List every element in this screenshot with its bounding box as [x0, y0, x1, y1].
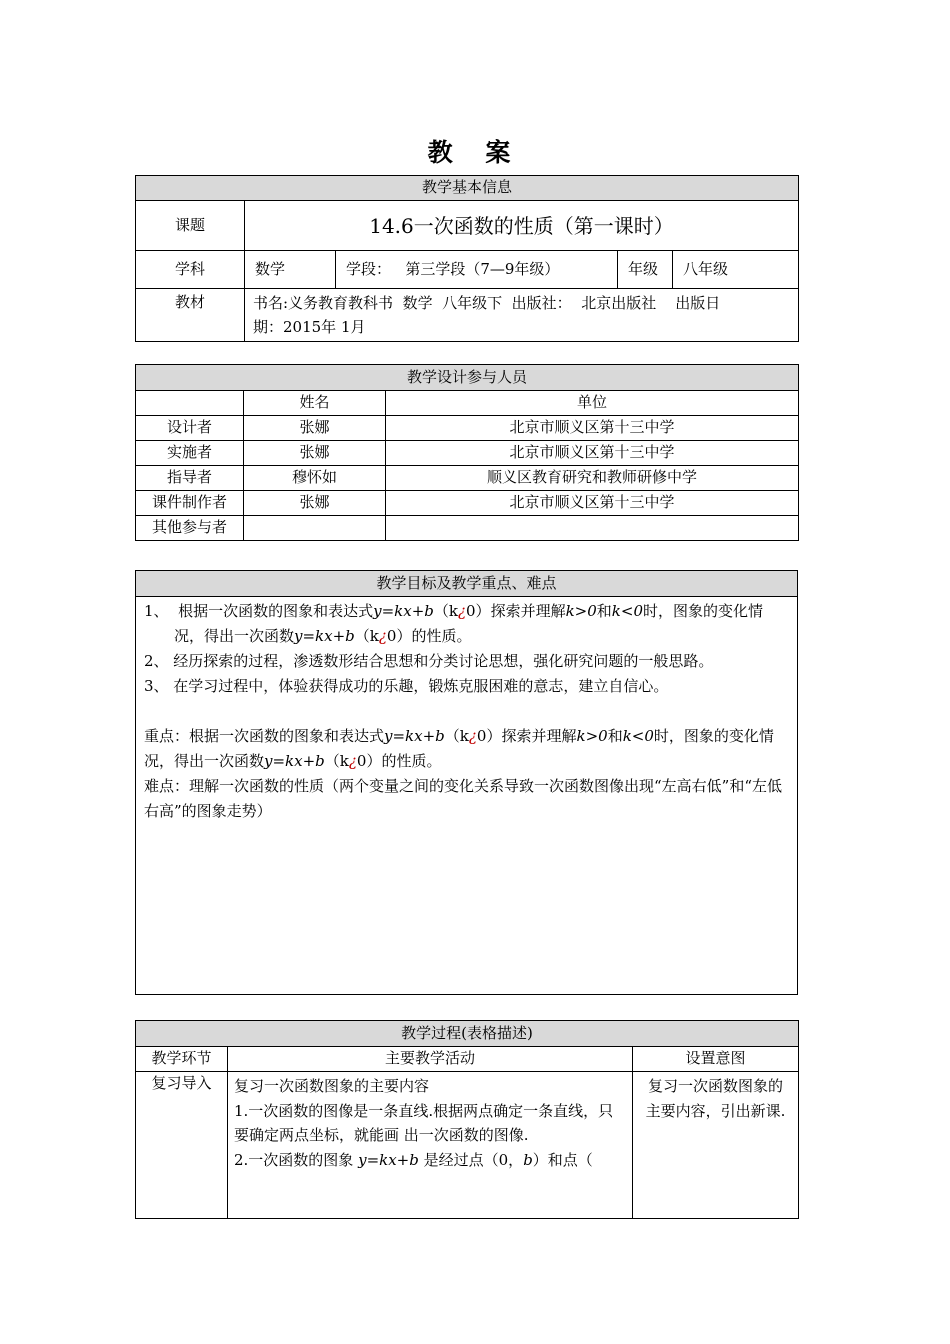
- process-header: 教学过程(表格描述): [136, 1021, 799, 1047]
- topic-label: 课题: [136, 201, 245, 251]
- subject-value: 数学: [245, 251, 336, 289]
- participants-header: 教学设计参与人员: [136, 365, 799, 391]
- table-row: [136, 416, 799, 441]
- role: 指导者: [136, 466, 244, 491]
- stage-cell: [336, 251, 618, 289]
- spacer: [144, 699, 789, 724]
- stage-label: 学段：: [346, 259, 392, 278]
- activity-text: 是经过点（0，: [423, 1150, 524, 1169]
- col-intent: 设置意图: [633, 1047, 799, 1072]
- textbook-line-1: 书名:义务教育教科书 数学 八年级下 出版社： 北京出版社 出版日: [253, 294, 721, 312]
- stage-cell: 复习导入: [136, 1072, 228, 1219]
- formula: y=kx+b: [373, 602, 434, 620]
- intent-cell: 复习一次函数图象的主要内容，引出新课.: [633, 1072, 799, 1219]
- key-text: 探索并理解: [501, 727, 577, 745]
- k-cond-end: 0）: [356, 752, 382, 770]
- textbook-label: 教材: [136, 289, 245, 342]
- topic-value: 14.6一次函数的性质（第一课时）: [245, 201, 799, 251]
- unit: 北京市顺义区第十三中学: [386, 491, 799, 516]
- and-word: 和: [596, 602, 612, 620]
- goal-text: 探索并理解: [490, 602, 566, 620]
- k-pos: k>0: [565, 602, 597, 620]
- textbook-value: [245, 289, 799, 342]
- role: 设计者: [136, 416, 244, 441]
- difficult-point: 难点：理解一次函数的性质（两个变量之间的变化关系导致一次函数图像出现“左高右低”和“左低右高”的图象走势）: [144, 777, 783, 820]
- goal-item-2: 2、 经历探索的过程，渗透数形结合思想和分类讨论思想，强化研究问题的一般思路。: [144, 652, 714, 670]
- goal-text: 时，图象的变化情况，得出一次函数: [174, 602, 764, 645]
- table-row: [136, 491, 799, 516]
- activity-text: ）和点（: [532, 1150, 593, 1169]
- var-b: b: [523, 1150, 533, 1169]
- k-pos: k>0: [576, 727, 608, 745]
- table-row: [136, 1072, 799, 1219]
- goals-header: 教学目标及教学重点、难点: [136, 571, 798, 597]
- col-unit: 单位: [386, 391, 799, 416]
- person-name: 张娜: [244, 441, 386, 466]
- col-stage: 教学环节: [136, 1047, 228, 1072]
- grade-value: 八年级: [673, 251, 799, 289]
- goals-table: [135, 570, 798, 995]
- neq-symbol: ¿: [348, 752, 357, 770]
- goal-item-3: 3、 在学习过程中，体验获得成功的乐趣，锻炼克服困难的意志，建立自信心。: [144, 677, 669, 695]
- neq-symbol: ¿: [457, 602, 467, 620]
- activity-cell: [228, 1072, 633, 1219]
- formula: y=kx+b: [264, 752, 325, 770]
- k-cond: （k: [433, 602, 458, 620]
- activity-line: 1.一次函数的图像是一条直线.根据两点确定一条直线，只要确定两点坐标，就能画 出一次函数的图像.: [234, 1101, 614, 1144]
- formula: y=kx+b: [384, 727, 445, 745]
- k-cond: （k: [444, 727, 469, 745]
- k-neg: k<0: [622, 727, 654, 745]
- stage-value: 第三学段（7—9年级）: [405, 259, 560, 278]
- k-cond-end: 0）: [386, 627, 412, 645]
- col-name: 姓名: [244, 391, 386, 416]
- key-point: [144, 724, 789, 774]
- basic-info-header: 教学基本信息: [136, 176, 799, 201]
- role: 课件制作者: [136, 491, 244, 516]
- role: 其他参与者: [136, 516, 244, 541]
- subject-label: 学科: [136, 251, 245, 289]
- activity-text: 2.一次函数的图象: [234, 1150, 354, 1169]
- neq-symbol: ¿: [468, 727, 477, 745]
- unit: [386, 516, 799, 541]
- grade-label: 年级: [618, 251, 673, 289]
- neq-symbol: ¿: [378, 627, 387, 645]
- k-cond: （k: [324, 752, 349, 770]
- activity-line: 复习一次函数图象的主要内容: [234, 1077, 430, 1095]
- goals-body: [136, 597, 798, 995]
- k-neg: k<0: [611, 602, 643, 620]
- unit: 北京市顺义区第十三中学: [386, 441, 799, 466]
- key-text: 的性质。: [381, 752, 442, 770]
- k-cond-end: 0）: [476, 727, 502, 745]
- goal-text: 根据一次函数的图象和表达式: [178, 602, 374, 620]
- participants-corner: [136, 391, 244, 416]
- col-activity: 主要教学活动: [228, 1047, 633, 1072]
- goal-num: 1、: [144, 602, 169, 620]
- table-row: [136, 466, 799, 491]
- textbook-line-2: 期：2015年 1月: [253, 318, 366, 336]
- person-name: 张娜: [244, 491, 386, 516]
- table-row: [136, 441, 799, 466]
- person-name: 张娜: [244, 416, 386, 441]
- participants-table: [135, 364, 799, 541]
- person-name: [244, 516, 386, 541]
- basic-info-table: [135, 175, 799, 342]
- formula: y=kx+b: [358, 1150, 419, 1169]
- goal-item-1: [144, 599, 789, 649]
- goal-text: 的性质。: [411, 627, 472, 645]
- and-word: 和: [607, 727, 623, 745]
- table-row: [136, 516, 799, 541]
- k-cond-end: 0）: [466, 602, 491, 620]
- process-table: [135, 1020, 799, 1219]
- key-text: 时，图象的变化情况，得出一次函数: [144, 727, 774, 770]
- k-cond: （k: [354, 627, 379, 645]
- role: 实施者: [136, 441, 244, 466]
- activity-line: [234, 1148, 626, 1173]
- unit: 顺义区教育研究和教师研修中学: [386, 466, 799, 491]
- key-text: 重点：根据一次函数的图象和表达式: [144, 727, 385, 745]
- person-name: 穆怀如: [244, 466, 386, 491]
- page-title: 教 案: [427, 138, 523, 167]
- unit: 北京市顺义区第十三中学: [386, 416, 799, 441]
- formula: y=kx+b: [294, 627, 355, 645]
